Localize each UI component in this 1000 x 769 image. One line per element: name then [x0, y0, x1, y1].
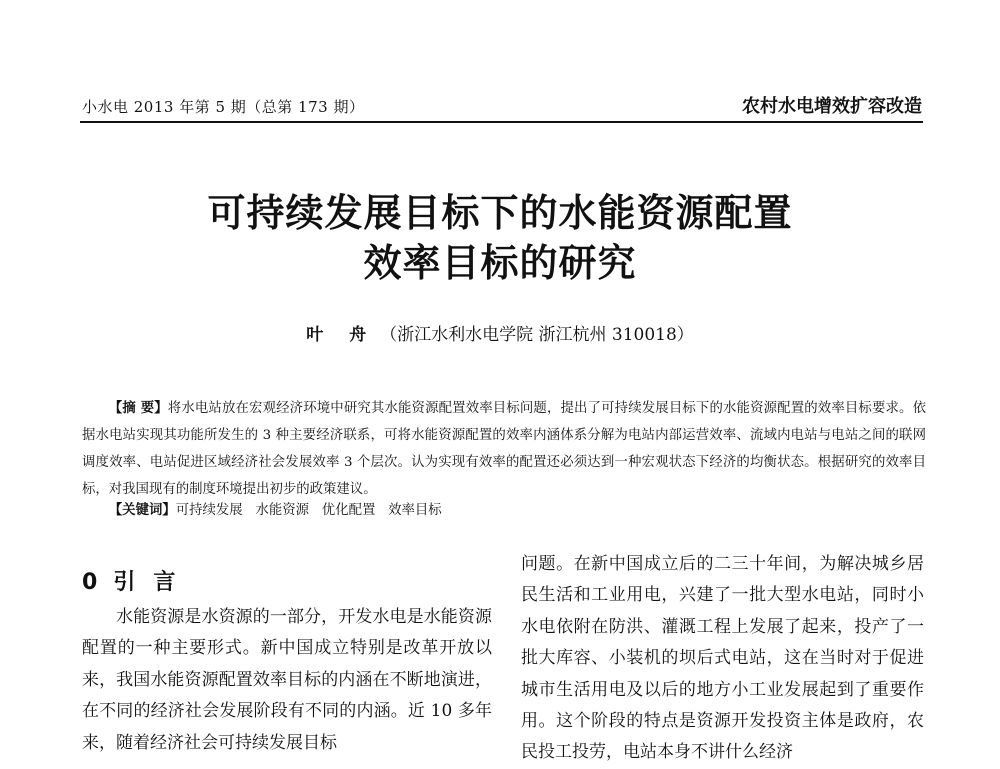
section-number: 0	[82, 570, 100, 595]
section-heading	[82, 565, 193, 596]
abstract	[82, 395, 926, 503]
keywords-label: 【关键词】	[108, 502, 176, 518]
author-affiliation: （浙江水利水电学院 浙江杭州 310018）	[380, 325, 694, 345]
column-title: 农村水电增效扩容改造	[742, 96, 922, 117]
author-name: 叶 舟	[306, 325, 377, 345]
abstract-text: 将水电站放在宏观经济环境中研究其水能资源配置效率目标问题，提出了可持续发展目标下的水能资源配置的效率目标要求。依据水电站实现其功能所发生的 3 种主要经济联系，可将水能资源配置的效率内涵体系分解为电站内部运营效率、流域内电站与电站之间的联网调度效率、电站促进区域经济社会发展效率 3 个层次。认为实现有效率的配置还必须达到一种宏观状态下经济的均衡状态。根据研究的效率目标，对我国现有的制度环境提出初步的政策建议。	[82, 401, 926, 497]
body-left-column: 水能资源是水资源的一部分，开发水电是水能资源配置的一种主要形式。新中国成立特别是改革开放以来，我国水能资源配置效率目标的内涵在不断地演进，在不同的经济社会发展阶段有不同的内涵。近 10 多年来，随着经济社会可持续发展目标	[82, 607, 492, 753]
paper-title-line-2: 效率目标的研究	[363, 241, 637, 285]
paper-title-line-1: 可持续发展目标下的水能资源配置	[207, 191, 793, 235]
body-right-column: 问题。在新中国成立后的二三十年间，为解决城乡居民生活和工业用电，兴建了一批大型水电站，同时小水电依附在防洪、灌溉工程上发展了起来，投产了一批大库容、小装机的坝后式电站，这在当时对于促进城市生活用电及以后的地方小工业发展起到了重要作用。这个阶段的特点是资源开发投资主体是政府，农民投工投劳，电站本身不讲什么经济	[521, 554, 924, 763]
section-title: 引言	[113, 570, 194, 595]
header-rule	[80, 121, 923, 123]
abstract-label: 【摘 要】	[108, 400, 168, 416]
keywords-text: 可持续发展 水能资源 优化配置 效率目标	[175, 503, 442, 518]
journal-info: 小水电 2013 年第 5 期（总第 173 期）	[82, 98, 365, 116]
keywords	[82, 499, 926, 518]
author-line	[0, 320, 1000, 345]
